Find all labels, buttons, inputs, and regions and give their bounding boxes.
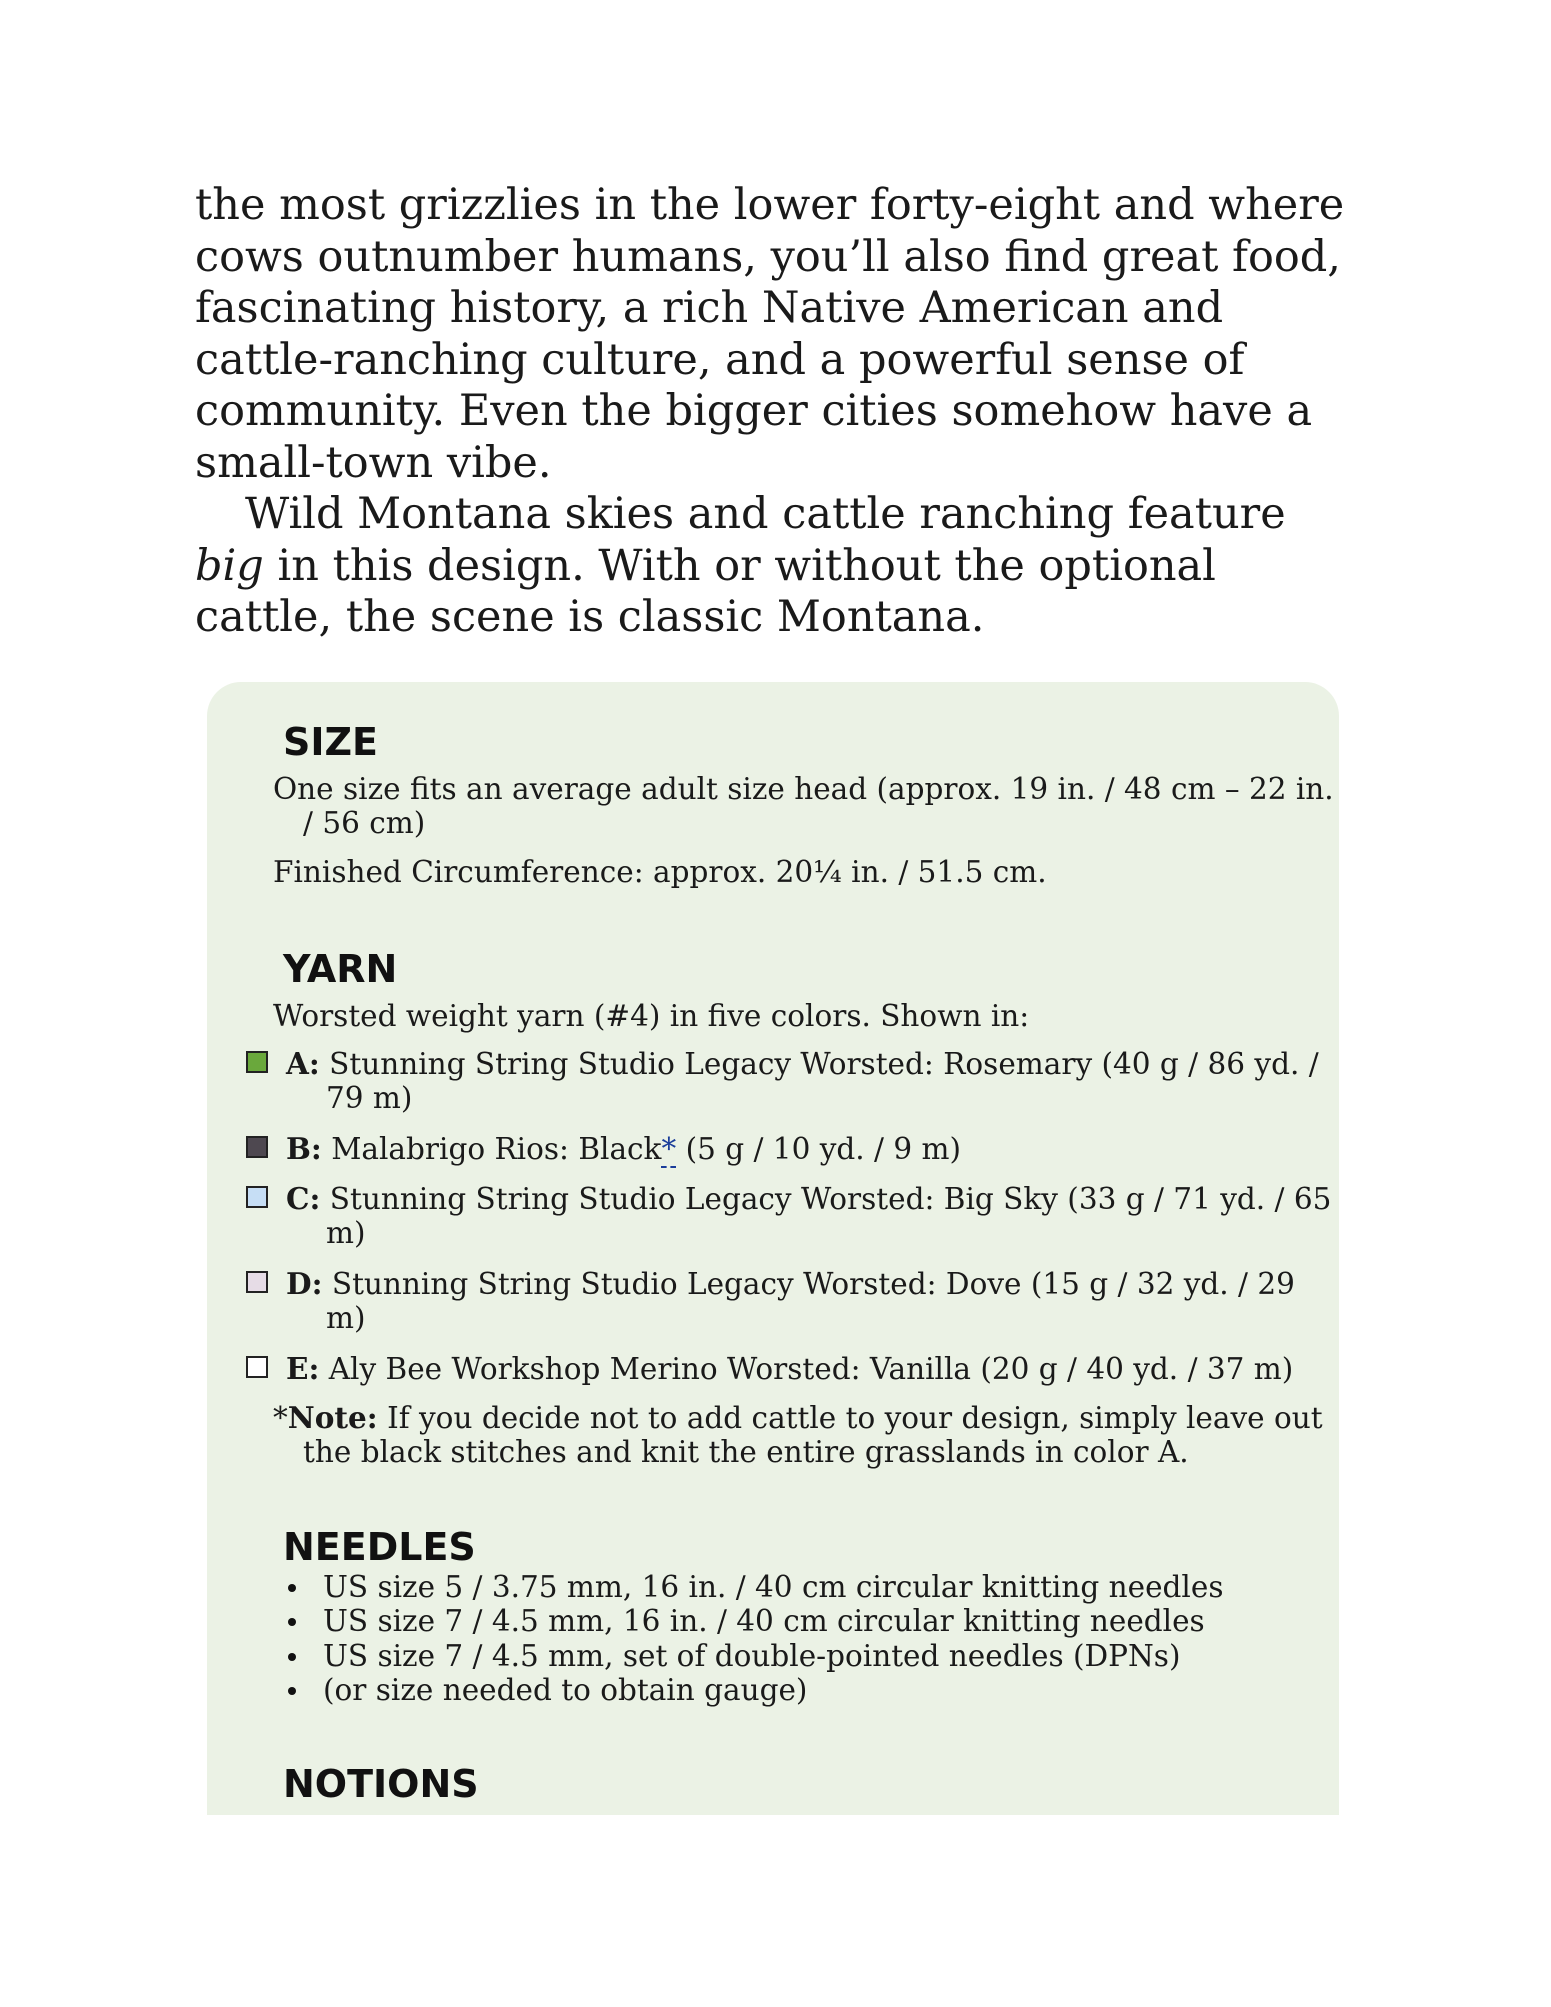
needle-item: US size 7 / 4.5 mm, set of double-pointed needles (DPNs): [323, 1639, 1223, 1673]
yarn-desc-d: Stunning String Studio Legacy Worsted: Dove (15 g / 32 yd. / 29 m): [322, 1267, 1295, 1335]
yarn-letter-a: A:: [286, 1046, 320, 1081]
color-swatch-a: [246, 1051, 268, 1073]
yarn-intro: Worsted weight yarn (#4) in five colors. Shown in:: [273, 999, 1030, 1033]
yarn-desc-c: Stunning String Studio Legacy Worsted: Big Sky (33 g / 71 yd. / 65 m): [320, 1182, 1332, 1250]
yarn-letter-e: E:: [286, 1351, 320, 1386]
yarn-note: [273, 1401, 1333, 1469]
yarn-desc-a: Stunning String Studio Legacy Worsted: Rosemary (40 g / 86 yd. / 79 m): [319, 1047, 1319, 1115]
note-link[interactable]: *: [661, 1132, 677, 1166]
yarn-letter-c: C:: [286, 1181, 321, 1216]
color-swatch-c: [246, 1186, 268, 1208]
needle-item: (or size needed to obtain gauge): [323, 1673, 1223, 1707]
color-swatch-d: [246, 1271, 268, 1293]
note-asterisk: *: [273, 1401, 288, 1435]
yarn-desc-e: Aly Bee Workshop Merino Worsted: Vanilla (20 g / 40 yd. / 37 m): [319, 1352, 1294, 1386]
size-description: One size fits an average adult size head (approx. 19 in. / 48 cm – 22 in. / 56 cm): [273, 772, 1334, 840]
intro-paragraph-2-start: Wild Montana skies and cattle ranching feature: [245, 489, 1286, 539]
yarn-item-c-text: [286, 1182, 1336, 1250]
yarn-item-b-text: [286, 1132, 1336, 1166]
yarn-item-e-text: [286, 1352, 1336, 1386]
size-heading: SIZE: [283, 720, 379, 764]
yarn-letter-b: B:: [286, 1131, 322, 1166]
notions-heading: NOTIONS: [283, 1762, 479, 1806]
intro-paragraph-2: [195, 489, 1355, 644]
note-text: If you decide not to add cattle to your design, simply leave out the black stitches and knit the entire grasslands in color A.: [303, 1401, 1323, 1469]
finished-circumference: Finished Circumference: approx. 20¼ in. / 51.5 cm.: [273, 855, 1047, 889]
needle-item: US size 7 / 4.5 mm, 16 in. / 40 cm circular knitting needles: [323, 1604, 1223, 1638]
needle-item: US size 5 / 3.75 mm, 16 in. / 40 cm circular knitting needles: [323, 1570, 1224, 1604]
color-swatch-e: [246, 1356, 268, 1378]
color-swatch-b: [246, 1136, 268, 1158]
intro-emphasis: big: [195, 540, 264, 591]
yarn-letter-d: D:: [286, 1266, 323, 1301]
yarn-heading: YARN: [283, 947, 398, 991]
intro-text: [195, 180, 1355, 644]
yarn-item-d-text: [286, 1267, 1336, 1335]
note-label: Note:: [287, 1400, 378, 1435]
yarn-item-a-text: [286, 1047, 1336, 1115]
needles-heading: NEEDLES: [283, 1525, 476, 1569]
yarn-desc-b-after: (5 g / 10 yd. / 9 m): [676, 1132, 961, 1166]
intro-paragraph-2-end: in this design. With or without the optional cattle, the scene is classic Montana.: [195, 540, 1216, 642]
yarn-desc-b: Malabrigo Rios: Black: [321, 1132, 662, 1166]
intro-paragraph-1: the most grizzlies in the lower forty-eight and where cows outnumber humans, you’ll also find great food, fascinating history, a rich Native American and cattle-ranching culture, and a powerful sense of community. Even the bigger cities somehow have a small-town vibe.: [195, 180, 1345, 488]
needles-list: [283, 1570, 1223, 1707]
